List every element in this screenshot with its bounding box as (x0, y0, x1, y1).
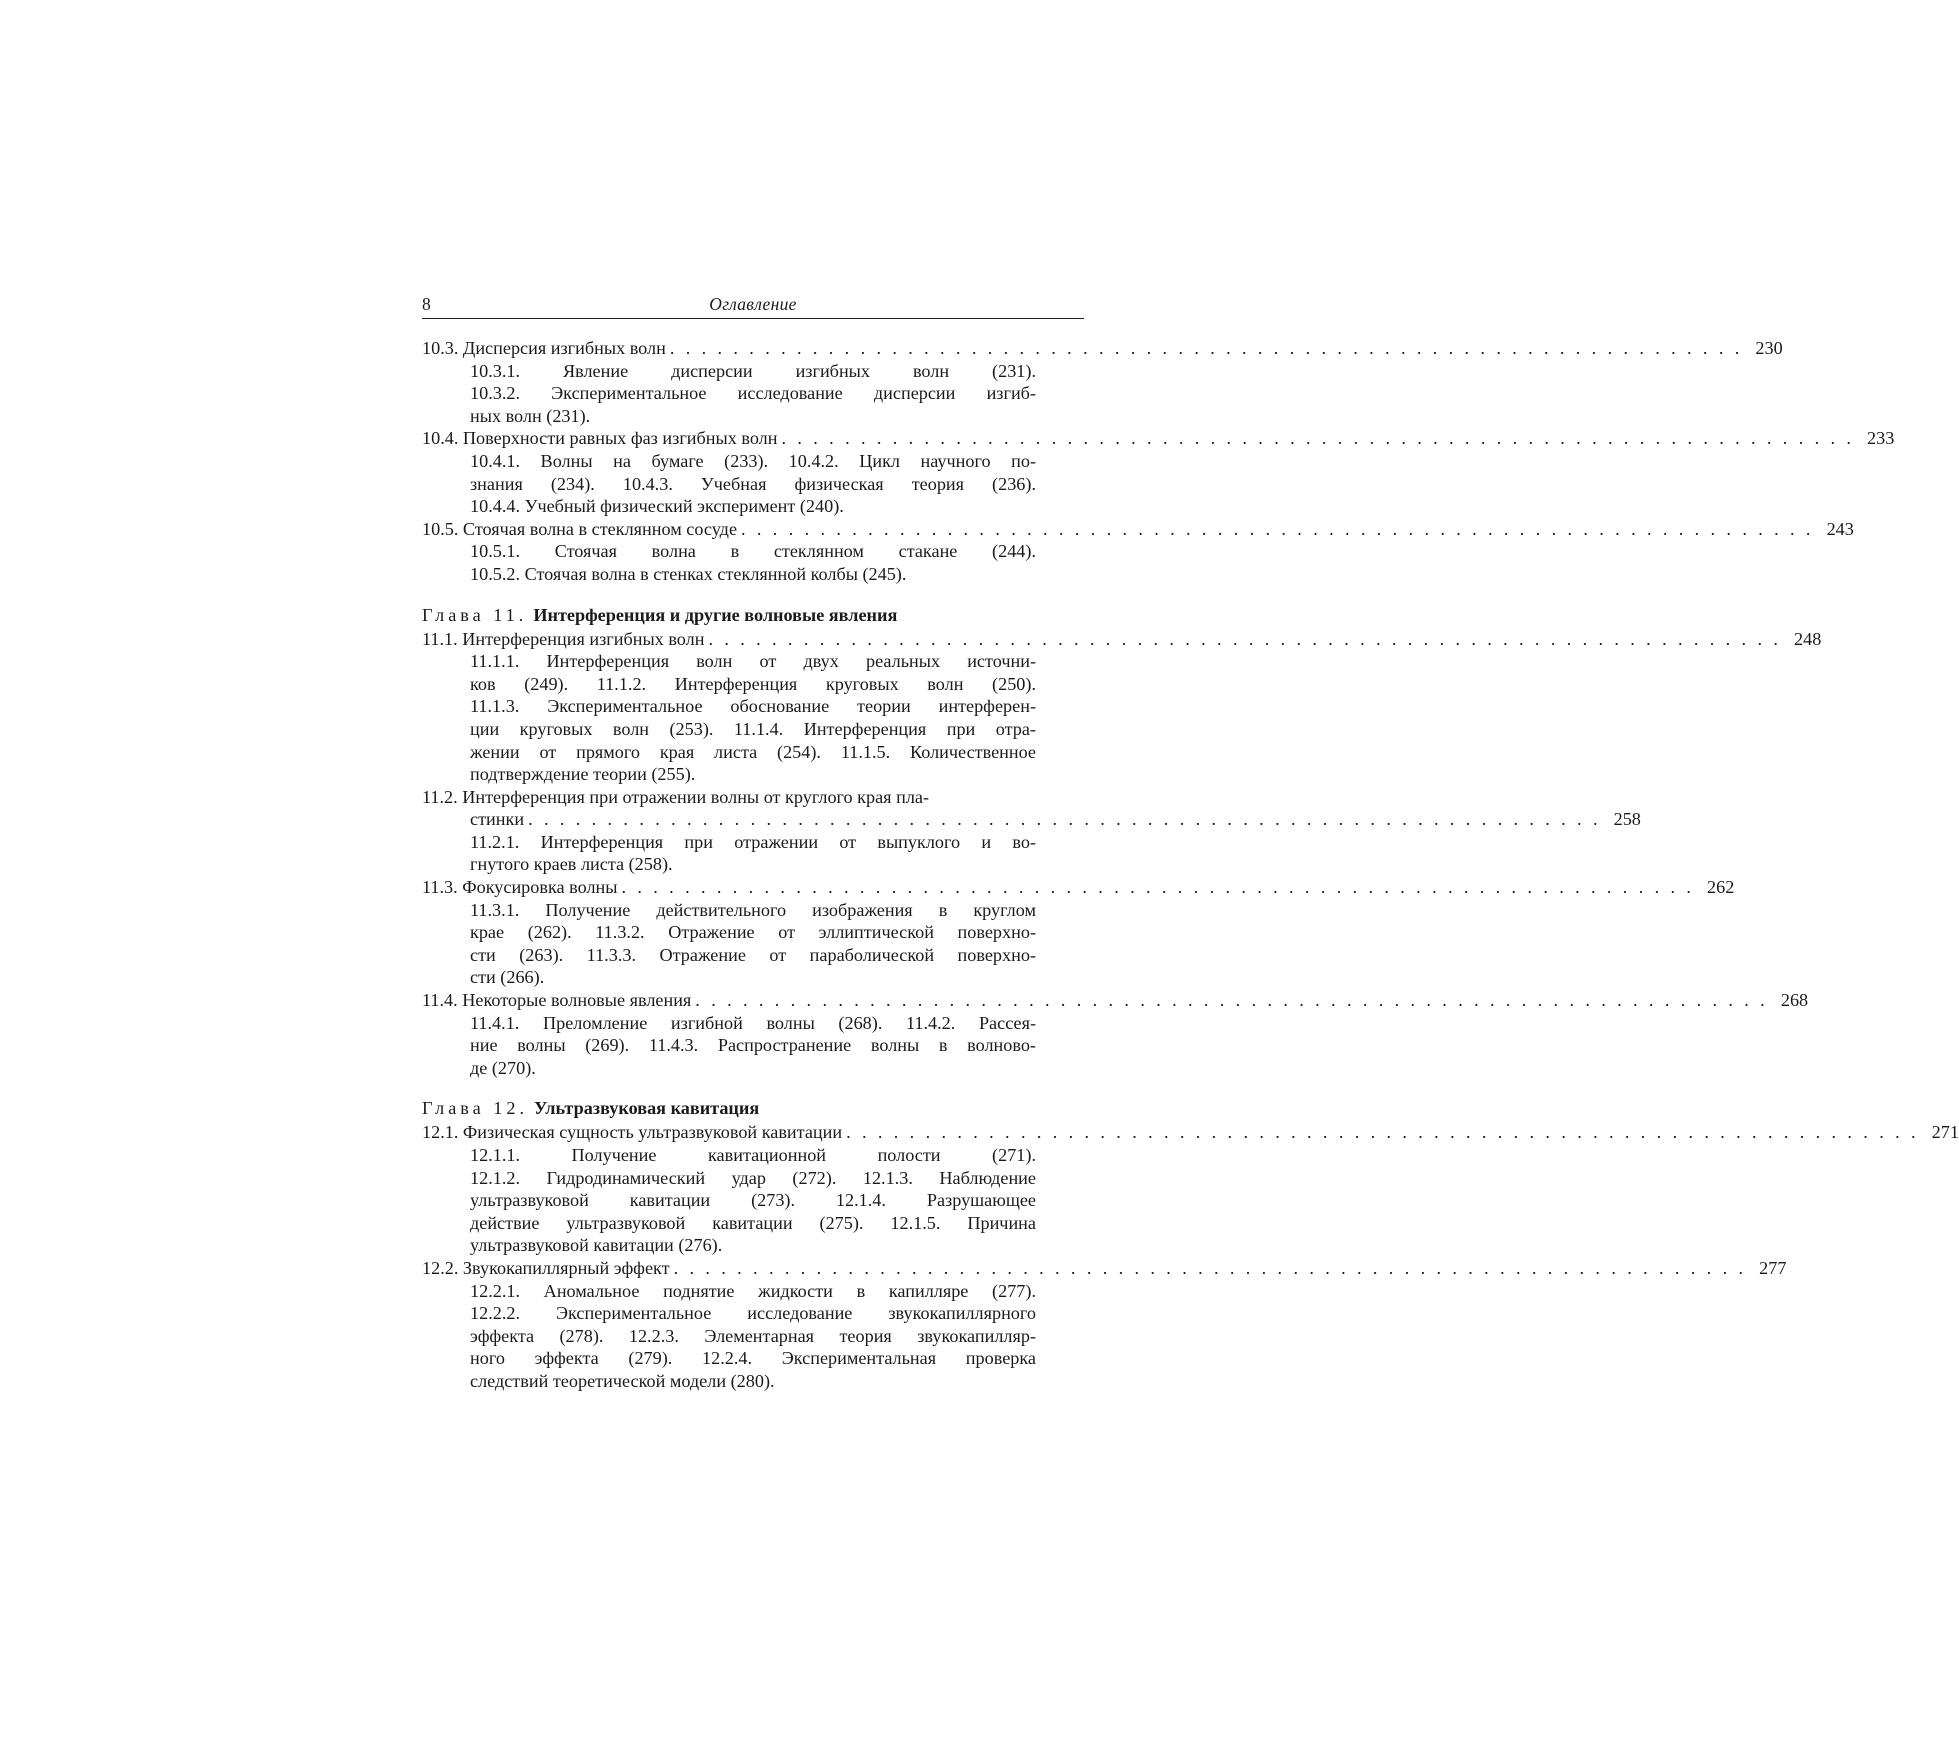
leader-dots: . . . . . . . . . . . . . . . . . . . . . . . . . . . . . . . . . . . . . . . . . . . . . . . . . . . . . . . . . . . . . . . . . . . . (695, 990, 1769, 1011)
toc-subsection-line: 10.5.1. Стоячая волна в стеклянном стакане (244). (470, 541, 1036, 562)
toc-page-number: 258 (1613, 809, 1641, 830)
leader-dots: . . . . . . . . . . . . . . . . . . . . . . . . . . . . . . . . . . . . . . . . . . . . . . . . . . . . . . . . . . . . . . . . . . . . (708, 628, 1782, 649)
toc-subsection-line: следствий теоретической модели (280). (470, 1370, 775, 1391)
toc-subsection-line: 12.2.1. Аномальное поднятие жидкости в капилляре (277). (470, 1280, 1036, 1301)
toc-page (422, 292, 1959, 1393)
toc-entry-label: 11.4. Некоторые волновые явления (422, 990, 692, 1011)
toc-subsection-line: знания (234). 10.4.3. Учебная физическая теория (236). (470, 473, 1036, 494)
toc-entry-label: 10.4. Поверхности равных фаз изгибных волн (422, 428, 778, 449)
toc-subsection-line: ние волны (269). 11.4.3. Распространение волны в волново- (470, 1035, 1036, 1056)
toc-subsection-line: 10.4.1. Волны на бумаге (233). 10.4.2. Цикл научного по- (470, 450, 1036, 471)
toc-entry-10-5[interactable] (422, 518, 1854, 541)
toc-subsection-line: ных волн (231). (470, 405, 591, 426)
toc-page-number: 230 (1755, 338, 1783, 358)
toc-entry-11-2[interactable] (422, 808, 1641, 831)
toc-subsection-line: 11.2.1. Интерференция при отражении от выпуклого и во- (470, 831, 1036, 852)
toc-subsection-line: 12.1.1. Получение кавитационной полости (271). (470, 1145, 1036, 1165)
toc-subsection-line: ультразвуковой кавитации (276). (470, 1235, 723, 1256)
leader-dots: . . . . . . . . . . . . . . . . . . . . . . . . . . . . . . . . . . . . . . . . . . . . . . . . . . . . . . . . . . . . . . . . . . . . (669, 338, 1743, 358)
toc-subsection-line: де (270). (470, 1057, 536, 1078)
chapter-heading-11[interactable] (422, 604, 1084, 628)
toc-entry-label: 10.3. Дисперсия изгибных волн (422, 338, 666, 358)
toc-entry-10-4[interactable] (422, 427, 1895, 450)
toc-entry-11-2-first-line[interactable]: 11.2. Интерференция при отражении волны от круглого края пла- (422, 786, 930, 807)
toc-page-number: 262 (1707, 877, 1735, 898)
toc-entry-label: 10.5. Стоячая волна в стеклянном сосуде (422, 518, 738, 539)
toc-subsection-line: 10.4.4. Учебный физический эксперимент (240). (470, 496, 844, 517)
toc-subsection-line: ции круговых волн (253). 11.1.4. Интерференция при отра- (470, 718, 1036, 739)
leader-dots: . . . . . . . . . . . . . . . . . . . . . . . . . . . . . . . . . . . . . . . . . . . . . . . . . . . . . . . . . . . . . . . . . . . . (673, 1257, 1747, 1278)
table-of-contents (422, 337, 1959, 1393)
toc-page-number: 243 (1826, 518, 1854, 539)
toc-subsection-line: сти (266). (470, 967, 545, 988)
toc-subsection-line: крае (262). 11.3.2. Отражение от эллиптической поверхно- (470, 922, 1036, 943)
chapter-title: Интерференция и другие волновые явления (533, 604, 898, 625)
toc-entry-label: стинки (470, 809, 525, 830)
toc-subsection-line: ков (249). 11.1.2. Интерференция круговых волн (250). (470, 673, 1036, 694)
page-number: 8 (422, 294, 431, 314)
toc-entry-label: 12.1. Физическая сущность ультразвуковой кавитации (422, 1122, 843, 1143)
toc-subsection-line: жении от прямого края листа (254). 11.1.5. Количественное (470, 741, 1036, 762)
toc-subsection-line: подтверждение теории (255). (470, 764, 696, 785)
toc-subsection-line: 12.2.2. Экспериментальное исследование звукокапиллярного (470, 1303, 1036, 1324)
chapter-heading-12[interactable] (422, 1097, 1084, 1121)
toc-subsection-line: 10.3.1. Явление дисперсии изгибных волн (231). (470, 360, 1036, 381)
chapter-prefix: Глава 12. (422, 1098, 528, 1119)
toc-page-number: 233 (1867, 428, 1895, 449)
toc-subsection-line: 12.1.2. Гидродинамический удар (272). 12.1.3. Наблюдение (470, 1167, 1036, 1188)
toc-entry-label: 12.2. Звукокапиллярный эффект (422, 1257, 670, 1278)
toc-entry-label: 11.3. Фокусировка волны (422, 877, 618, 898)
leader-dots: . . . . . . . . . . . . . . . . . . . . . . . . . . . . . . . . . . . . . . . . . . . . . . . . . . . . . . . . . . . . . . . . . . . . (781, 428, 1855, 449)
toc-subsection-line: 11.1.3. Экспериментальное обоснование теории интерферен- (470, 696, 1036, 717)
toc-page-number: 248 (1794, 628, 1822, 649)
toc-page-number: 277 (1759, 1257, 1787, 1278)
leader-dots: . . . . . . . . . . . . . . . . . . . . . . . . . . . . . . . . . . . . . . . . . . . . . . . . . . . . . . . . . . . . . . . . . . . . (621, 877, 1695, 898)
toc-entry-11-4[interactable] (422, 989, 1809, 1012)
toc-entry-11-3[interactable] (422, 876, 1735, 899)
toc-subsection-line: эффекта (278). 12.2.3. Элементарная теория звукокапилляр- (470, 1325, 1036, 1346)
toc-subsection-line: ультразвуковой кавитации (273). 12.1.4. Разрушающее (470, 1190, 1036, 1211)
toc-entry-label: 11.1. Интерференция изгибных волн (422, 628, 705, 649)
toc-subsection-line: 10.5.2. Стоячая волна в стенках стеклянной колбы (245). (470, 563, 907, 584)
toc-subsection-line: сти (263). 11.3.3. Отражение от параболической поверхно- (470, 944, 1036, 965)
running-head (422, 292, 1084, 319)
toc-subsection-line: 11.3.1. Получение действительного изображения в круглом (470, 899, 1036, 920)
toc-entry-12-1[interactable] (422, 1121, 1959, 1144)
chapter-title: Ультразвуковая кавитация (534, 1098, 760, 1119)
toc-page-number: 271 (1931, 1122, 1959, 1143)
chapter-prefix: Глава 11. (422, 604, 528, 625)
toc-subsection-line: 11.4.1. Преломление изгибной волны (268). 11.4.2. Рассея- (470, 1012, 1036, 1033)
running-title: Оглавление (709, 294, 797, 314)
toc-entry-12-2[interactable] (422, 1257, 1787, 1280)
toc-subsection-line: ного эффекта (279). 12.2.4. Экспериментальная проверка (470, 1348, 1036, 1369)
toc-subsection-line: гнутого краев листа (258). (470, 854, 673, 875)
leader-dots: . . . . . . . . . . . . . . . . . . . . . . . . . . . . . . . . . . . . . . . . . . . . . . . . . . . . . . . . . . . . . . . . . . . . (528, 809, 1601, 830)
toc-subsection-line: 10.3.2. Экспериментальное исследование дисперсии изгиб- (470, 383, 1036, 404)
leader-dots: . . . . . . . . . . . . . . . . . . . . . . . . . . . . . . . . . . . . . . . . . . . . . . . . . . . . . . . . . . . . . . . . . . . . (846, 1122, 1919, 1143)
toc-entry-10-3[interactable] (422, 337, 1783, 360)
toc-subsection-line: действие ультразвуковой кавитации (275). 12.1.5. Причина (470, 1212, 1036, 1233)
toc-entry-11-1[interactable] (422, 628, 1822, 651)
toc-subsection-line: 11.1.1. Интерференция волн от двух реальных источни- (470, 651, 1036, 672)
leader-dots: . . . . . . . . . . . . . . . . . . . . . . . . . . . . . . . . . . . . . . . . . . . . . . . . . . . . . . . . . . . . . . . . . . . . (741, 518, 1814, 539)
toc-page-number: 268 (1780, 990, 1809, 1011)
